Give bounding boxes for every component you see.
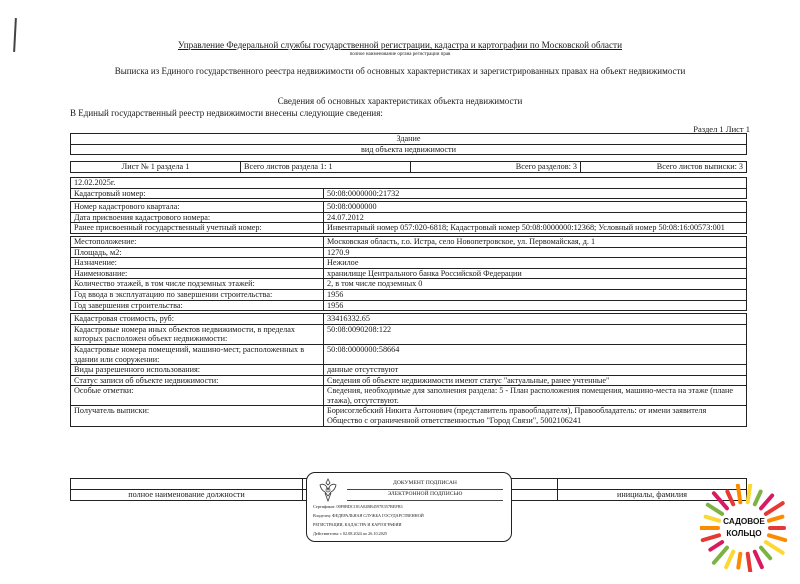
stamp-validity: Действителен: с 02.08.2024 по 26.10.2025 (313, 531, 388, 536)
table-row (71, 212, 747, 223)
row-value: Сведения об объекте недвижимости имеют статус "актуальные, ранее учтенные" (324, 375, 747, 386)
logo-ray (738, 485, 740, 502)
row-value: 24.07.2012 (324, 212, 747, 223)
electronic-signature-stamp (306, 472, 512, 542)
stamp-title: ДОКУМЕНТ ПОДПИСАН (393, 480, 457, 486)
row-label: Виды разрешенного использования: (71, 365, 324, 376)
stamp-rule (347, 489, 503, 490)
table-row (71, 375, 747, 386)
row-value: 50:08:0000000:21732 (324, 188, 747, 199)
sheet-number: Лист № 1 раздела 1 (71, 162, 241, 173)
row-value: 50:08:0000000 (324, 202, 747, 213)
row-label: Год завершения строительства: (71, 300, 324, 311)
row-label: Номер кадастрового квартала: (71, 202, 324, 213)
object-type-caption: вид объекта недвижимости (71, 144, 747, 155)
row-label: Ранее присвоенный государственный учетный номер: (71, 223, 324, 234)
table-row (71, 406, 747, 426)
signature-position-blank (71, 479, 303, 490)
logo-ray (714, 548, 727, 563)
row-value: 1270.9 (324, 247, 747, 258)
row-label: Кадастровая стоимость, руб: (71, 314, 324, 325)
table-row (71, 300, 747, 311)
row-value: 2, в том числе подземных 0 (324, 279, 747, 290)
sheet-total-section: Всего листов раздела 1: 1 (241, 162, 411, 173)
object-type: Здание (71, 134, 747, 145)
logo-line1: САДОВОЕ (723, 517, 765, 526)
eagle-emblem-icon (317, 477, 339, 503)
row-label: Статус записи об объекте недвижимости: (71, 375, 324, 386)
table-row (71, 344, 747, 364)
row-value: 50:08:0000000:58664 (324, 344, 747, 364)
table-row (71, 268, 747, 279)
row-label: Дата присвоения кадастрового номера: (71, 212, 324, 223)
logo-ray (748, 554, 751, 572)
table-row (71, 247, 747, 258)
row-label: Кадастровые номера иных объектов недвижимости, в пределах которых расположен объект недвижимости: (71, 324, 324, 344)
table-row (71, 279, 747, 290)
stamp-owner-line2: РЕГИСТРАЦИИ, КАДАСТРА И КАРТОГРАФИИ (313, 522, 402, 527)
row-value: 1956 (324, 300, 747, 311)
agency-caption: полное наименование органа регистрации прав (349, 52, 451, 57)
row-value: 33416332.65 (324, 314, 747, 325)
name-caption: инициалы, фамилия (558, 490, 747, 501)
table-row (71, 202, 747, 213)
characteristics-table (70, 177, 747, 427)
logo-ray (710, 542, 722, 550)
stamp-subtitle: ЭЛЕКТРОННОЙ ПОДПИСЬЮ (387, 491, 463, 497)
row-label: Год ввода в эксплуатацию по завершении строительства: (71, 289, 324, 300)
row-label: Назначение: (71, 258, 324, 269)
row-label: Местоположение: (71, 236, 324, 247)
row-label: Особые отметки: (71, 386, 324, 406)
row-value: Московская область, г.о. Истра, село Новопетровское, ул. Первомайская, д. 1 (324, 236, 747, 247)
logo-ray (748, 484, 751, 502)
logo-ray (766, 542, 783, 553)
extract-date: 12.02.2025г. (71, 178, 747, 189)
row-value: Нежилое (324, 258, 747, 269)
logo-ray (727, 492, 733, 505)
table-row (71, 324, 747, 344)
extract-title: Выписка из Единого государственного реестра недвижимости об основных характеристиках и зарегистрированных правах на объект недвижимости (114, 66, 686, 76)
logo-ray (766, 503, 783, 514)
table-row (71, 223, 747, 234)
row-label: Получатель выписки: (71, 406, 324, 426)
stamp-certificate: Сертификат: 00F8BDC181A02BB4597E357BEFB3 (313, 504, 403, 509)
row-value: Борисоглебский Никита Антонович (представитель правообладателя), Правообладатель: от имени заявителя Общество с ограниченной ответственностью "Город Связи", 5002106241 (324, 406, 747, 426)
row-value: Инвентарный номер 057:020-6818; Кадастровый номер 50:08:0000000:12368; Условный номер 50:08:16:00573:001 (324, 223, 747, 234)
logo-ray (708, 505, 722, 514)
stamp-owner-line1: Владелец: ФЕДЕРАЛЬНАЯ СЛУЖБА ГОСУДАРСТВЕННОЙ (313, 513, 424, 518)
agency-name: Управление Федеральной службы государственной регистрации, кадастра и картографии по Московской области (178, 40, 622, 50)
sadovoe-koltso-logo (700, 484, 788, 572)
row-label: Кадастровый номер: (71, 188, 324, 199)
table-row (71, 236, 747, 247)
sheet-total-extract: Всего листов выписки: 3 (581, 162, 747, 173)
position-caption: полное наименование должности (71, 490, 303, 501)
sheet-total-sections: Всего разделов: 3 (411, 162, 581, 173)
table-row (71, 314, 747, 325)
table-row (71, 258, 747, 269)
logo-ray (714, 493, 727, 508)
row-label: Наименование: (71, 268, 324, 279)
row-value: 1956 (324, 289, 747, 300)
logo-ray (761, 548, 770, 559)
table-row (71, 289, 747, 300)
stamp-rule (347, 500, 503, 501)
row-label: Площадь, м2: (71, 247, 324, 258)
table-row (71, 188, 747, 199)
table-row (71, 365, 747, 376)
logo-ray (755, 492, 761, 505)
logo-ray (738, 554, 740, 568)
row-label: Кадастровые номера помещений, машино-мест, расположенных в здании или сооружении: (71, 344, 324, 364)
sheet-info-table (70, 161, 747, 173)
row-value: Сведения, необходимые для заполнения раздела: 5 - План расположения помещения, машино-места на этаже (плане этажа), отсутствуют. (324, 386, 747, 406)
object-type-table (70, 133, 747, 155)
row-value: данные отсутствуют (324, 365, 747, 376)
logo-ray (755, 552, 762, 567)
logo-line2: КОЛЬЦО (726, 529, 762, 538)
logo-ray (761, 496, 772, 509)
logo-ray (726, 552, 733, 567)
section-title: Сведения об основных характеристиках объекта недвижимости (277, 96, 523, 106)
table-row (71, 386, 747, 406)
intro-text: В Единый государственный реестр недвижимости внесены следующие сведения: (70, 108, 383, 118)
row-value: 50:08:0090208:122 (324, 324, 747, 344)
row-value: хранилище Центрального банка Российской Федерации (324, 268, 747, 279)
row-label: Количество этажей, в том числе подземных этажей: (71, 279, 324, 290)
page-mark: Раздел 1 Лист 1 (693, 124, 750, 134)
